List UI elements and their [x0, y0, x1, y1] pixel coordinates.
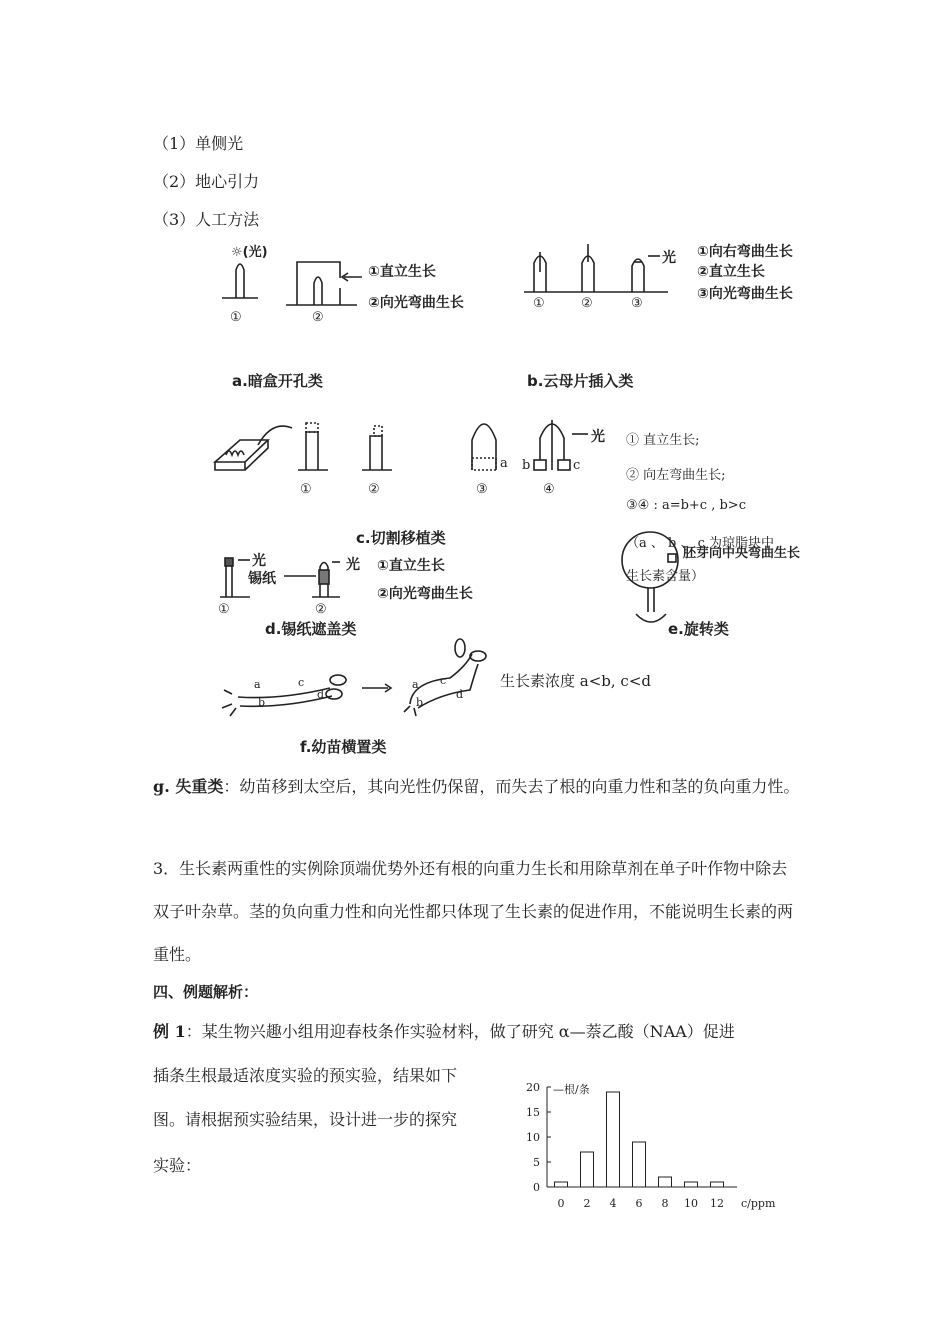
fig-c-result-4: （a 、 b 、 c 为琼脂块中 — [626, 536, 775, 551]
bar-8 — [659, 1177, 672, 1187]
fig-c-caption: c.切割移植类 — [356, 529, 446, 547]
fig-d-result-1: ①直立生长 — [377, 558, 445, 574]
x-tick-label: 4 — [609, 1197, 617, 1210]
fig-b-num-1: ① — [533, 296, 545, 311]
y-axis-label: —根/条 — [553, 1083, 590, 1096]
x-axis-label: c/ppm — [741, 1197, 776, 1210]
fig-c-label-a: a — [500, 456, 508, 471]
fig-c-num-1: ① — [300, 482, 312, 497]
paragraph-3: 3．生长素两重性的实例除顶端优势外还有根的向重力生长和用除草剂在单子叶作物中除去双子叶杂草。茎的负向重力性和向光性都只体现了生长素的促进作用，不能说明生长素的两重性。 — [153, 859, 794, 964]
fig-f-label-a: a — [254, 678, 261, 691]
fig-b-num-3: ③ — [631, 296, 643, 311]
y-tick-label: 20 — [526, 1081, 540, 1094]
example-1-line-2: 插条生根最适浓度实验的预实验，结果如下 — [153, 1066, 458, 1085]
fig-d-light-label-2: 光 — [346, 557, 360, 573]
fig-c-num-4: ④ — [543, 482, 555, 497]
fig-c-result-1: ① 直立生长; — [626, 433, 700, 448]
x-tick-label: 8 — [661, 1197, 669, 1210]
fig-d-num-1: ① — [218, 602, 230, 617]
bar-4 — [607, 1092, 620, 1187]
fig-b-result-2: ②直立生长 — [697, 264, 765, 280]
x-tick-label: 2 — [583, 1197, 591, 1210]
fig-d-foil-label: 锡纸 — [248, 571, 276, 587]
x-tick-label: 12 — [710, 1197, 724, 1210]
g-text: ：幼苗移到太空后，其向光性仍保留，而失去了根的向重力性和茎的负向重力性。 — [223, 777, 800, 796]
fig-a-light-label: ☼(光) — [231, 245, 268, 260]
fig-f-label-c2: c — [440, 674, 447, 687]
item-artificial: （3）人工方法 — [153, 210, 260, 229]
x-tick-label: 6 — [635, 1197, 643, 1210]
fig-c-label-b: b — [522, 458, 531, 473]
fig-f-label-b: b — [258, 696, 266, 709]
fig-d-light-label-1: 光 — [252, 553, 266, 569]
fig-b-caption: b.云母片插入类 — [527, 372, 634, 390]
fig-d-result-2: ②向光弯曲生长 — [377, 586, 473, 602]
example-1-line-4: 实验： — [153, 1156, 202, 1175]
fig-a-num-2: ② — [312, 310, 324, 325]
example-1-line-3: 图。请根据预实验结果，设计进一步的探究 — [153, 1110, 458, 1129]
fig-f-label-d2: d — [456, 688, 464, 701]
bar-6 — [633, 1142, 646, 1187]
bar-10 — [685, 1182, 698, 1187]
fig-b-result-3: ③向光弯曲生长 — [697, 286, 793, 302]
fig-d-caption: d.锡纸遮盖类 — [265, 620, 357, 638]
section-heading: 四、例题解析： — [153, 983, 259, 1001]
fig-c-num-3: ③ — [476, 482, 488, 497]
example-1-label: 例 1 — [153, 1022, 186, 1041]
fig-b-light-label: 光 — [662, 250, 676, 266]
fig-c-label-c: c — [573, 458, 581, 473]
item-unilateral-light: （1）单侧光 — [153, 134, 244, 153]
fig-c-num-2: ② — [368, 482, 380, 497]
fig-a-num-1: ① — [230, 310, 242, 325]
fig-c-result-5: 生长素含量） — [626, 569, 705, 584]
bar-2 — [581, 1152, 594, 1187]
x-tick-label: 10 — [684, 1197, 698, 1210]
y-tick-label: 0 — [533, 1181, 540, 1194]
x-tick-label: 0 — [557, 1197, 565, 1210]
bar-12 — [711, 1182, 724, 1187]
fig-f-note: 生长素浓度 a<b, c<d — [500, 672, 651, 690]
fig-e-label: 胚芽向中央弯曲生长 — [683, 546, 801, 561]
fig-f-label-d: d — [317, 688, 325, 701]
fig-c-result-3: ③④ : a=b+c , b>c — [626, 498, 746, 513]
fig-a-caption: a.暗盒开孔类 — [232, 372, 323, 390]
fig-a-result-2: ②向光弯曲生长 — [368, 295, 464, 311]
y-tick-label: 10 — [526, 1131, 540, 1144]
example-1-line-1: 例 1：某生物兴趣小组用迎春枝条作实验材料，做了研究 α—萘乙酸（NAA）促进 — [153, 1022, 735, 1041]
fig-b-result-1: ①向右弯曲生长 — [697, 244, 793, 260]
fig-c-light-label: 光 — [591, 429, 605, 445]
y-tick-label: 15 — [526, 1106, 540, 1119]
fig-d-num-2: ② — [315, 602, 327, 617]
fig-a-result-1: ①直立生长 — [368, 264, 436, 280]
bar-0 — [555, 1182, 568, 1187]
fig-f-label-a2: a — [412, 678, 419, 691]
fig-c-result-2: ② 向左弯曲生长; — [626, 468, 726, 483]
fig-f-label-c: c — [298, 676, 305, 689]
fig-f-caption: f.幼苗横置类 — [300, 738, 387, 756]
fig-e-caption: e.旋转类 — [668, 620, 729, 638]
fig-f-label-b2: b — [416, 696, 424, 709]
item-gravity: （2）地心引力 — [153, 172, 260, 191]
y-tick-label: 5 — [533, 1156, 540, 1169]
fig-b-num-2: ② — [581, 296, 593, 311]
g-label: g. 失重类 — [153, 777, 224, 796]
